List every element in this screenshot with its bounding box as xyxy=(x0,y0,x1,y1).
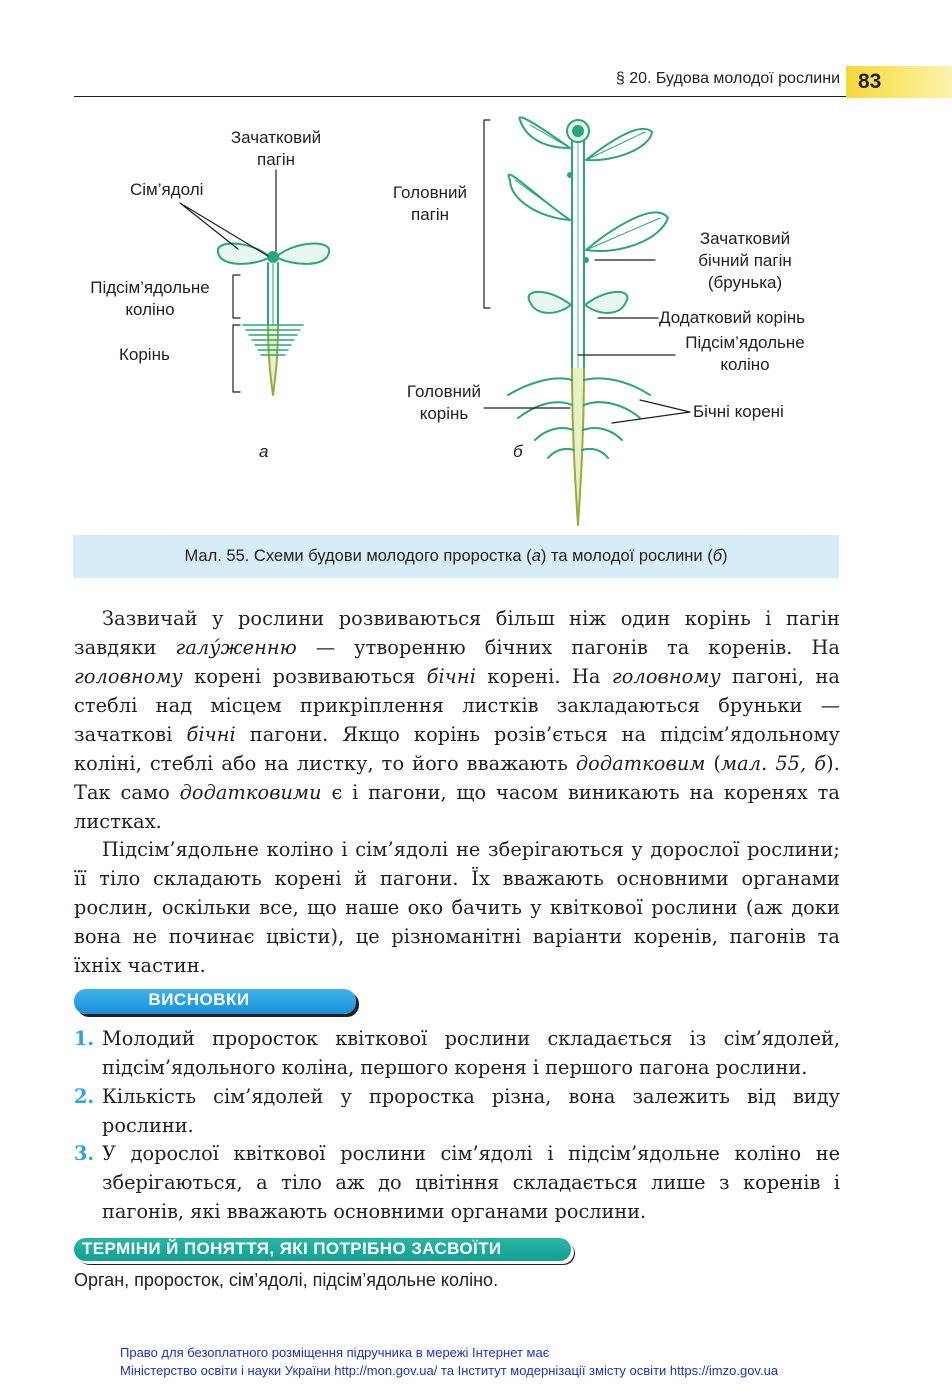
label-cotyledons-a: Сім’ядолі xyxy=(130,180,204,199)
label-lateral-roots: Бічні корені xyxy=(693,402,784,421)
footer-license-line-1: Право для безоплатного розміщення підручника в мережі Інтернет має xyxy=(120,1345,550,1360)
figure-55 xyxy=(0,100,952,540)
cotyledon-right xyxy=(276,244,329,264)
conclusion-item: 3. У дорослої квіткової рослини сім’ядолі і підсім’ядольне коліно не зберігаються, а тіло аж до цвітіння складається лише з коренів і пагонів, які вважають основними органами рослини. xyxy=(74,1142,840,1223)
label-root-a: Корінь xyxy=(119,345,170,364)
conclusions-heading: ВИСНОВКИ xyxy=(148,990,250,1009)
header-rule xyxy=(74,96,846,97)
label-lateral-bud: Зачатковий бічний пагін (брунька) xyxy=(698,229,792,292)
page-number: 83 xyxy=(858,70,882,93)
label-adventitious-root: Додатковий корінь xyxy=(659,308,805,327)
terms-heading: ТЕРМІНИ Й ПОНЯТТЯ, ЯКІ ПОТРІБНО ЗАСВОЇТИ xyxy=(82,1239,502,1258)
label-main-shoot: Головний пагін xyxy=(392,183,468,224)
label-bud-a: Зачатковий пагін xyxy=(230,128,322,169)
terms-list: Орган, проросток, сім’ядолі, підсім’ядольне коліно. xyxy=(74,1270,499,1290)
conclusion-item: 2. Кількість сім’ядолей у проростка різна, вона залежить від виду рослини. xyxy=(74,1085,840,1137)
subfigure-letter-b: б xyxy=(513,442,523,461)
running-title: § 20. Будова молодої рослини xyxy=(615,70,840,87)
paragraph-organs: Підсім’ядольне коліно і сім’ядолі не зберігаються у дорослої рослини; її тіло складають корені й пагони. Їх вважають основними органами рослин, оскільки все, що наше око бачить у квіткової рослини (аж доки вона не починає цвісти), це різноманітні варіанти коренів, пагонів та їхніх частин. xyxy=(74,838,840,977)
label-hypocotyl-a: Підсім’ядольне коліно xyxy=(90,278,210,319)
label-hypocotyl-b: Підсім’ядольне коліно xyxy=(685,333,805,374)
bud-a xyxy=(267,251,279,263)
cotyledon-left xyxy=(218,244,270,264)
figure-caption: Мал. 55. Схеми будови молодого проростка (а) та молодої рослини (б) xyxy=(184,547,728,565)
label-main-root: Головний корінь xyxy=(406,382,482,423)
subfigure-letter-a: а xyxy=(259,442,269,461)
paragraph-branching: Зазвичай у рослини розвиваються більш ніж один корінь і пагін завдяки галу́женню — утворенню бічних пагонів та коренів. На головному корені розвиваються бічні корені. На головному пагоні, на стеблі над місцем прикріплення листків закладаються бруньки — зачаткові бічні пагони. Якщо корінь розів’ється на підсім’ядольному коліні, стеблі або на листку, то його вважають додатковим (мал. 55, б). Так само додатковими є і пагони, що часом виникають на коренях та листках. xyxy=(74,607,841,833)
footer-license-line-2: Міністерство освіти і науки України http://mon.gov.ua/ та Інститут модернізації змісту освіти https://imzo.gov.ua xyxy=(120,1363,779,1378)
conclusion-item: 1. Молодий проросток квіткової рослини складається із сім’ядолей, підсім’ядольного коліна, першого кореня і першого пагона рослини. xyxy=(74,1027,840,1079)
